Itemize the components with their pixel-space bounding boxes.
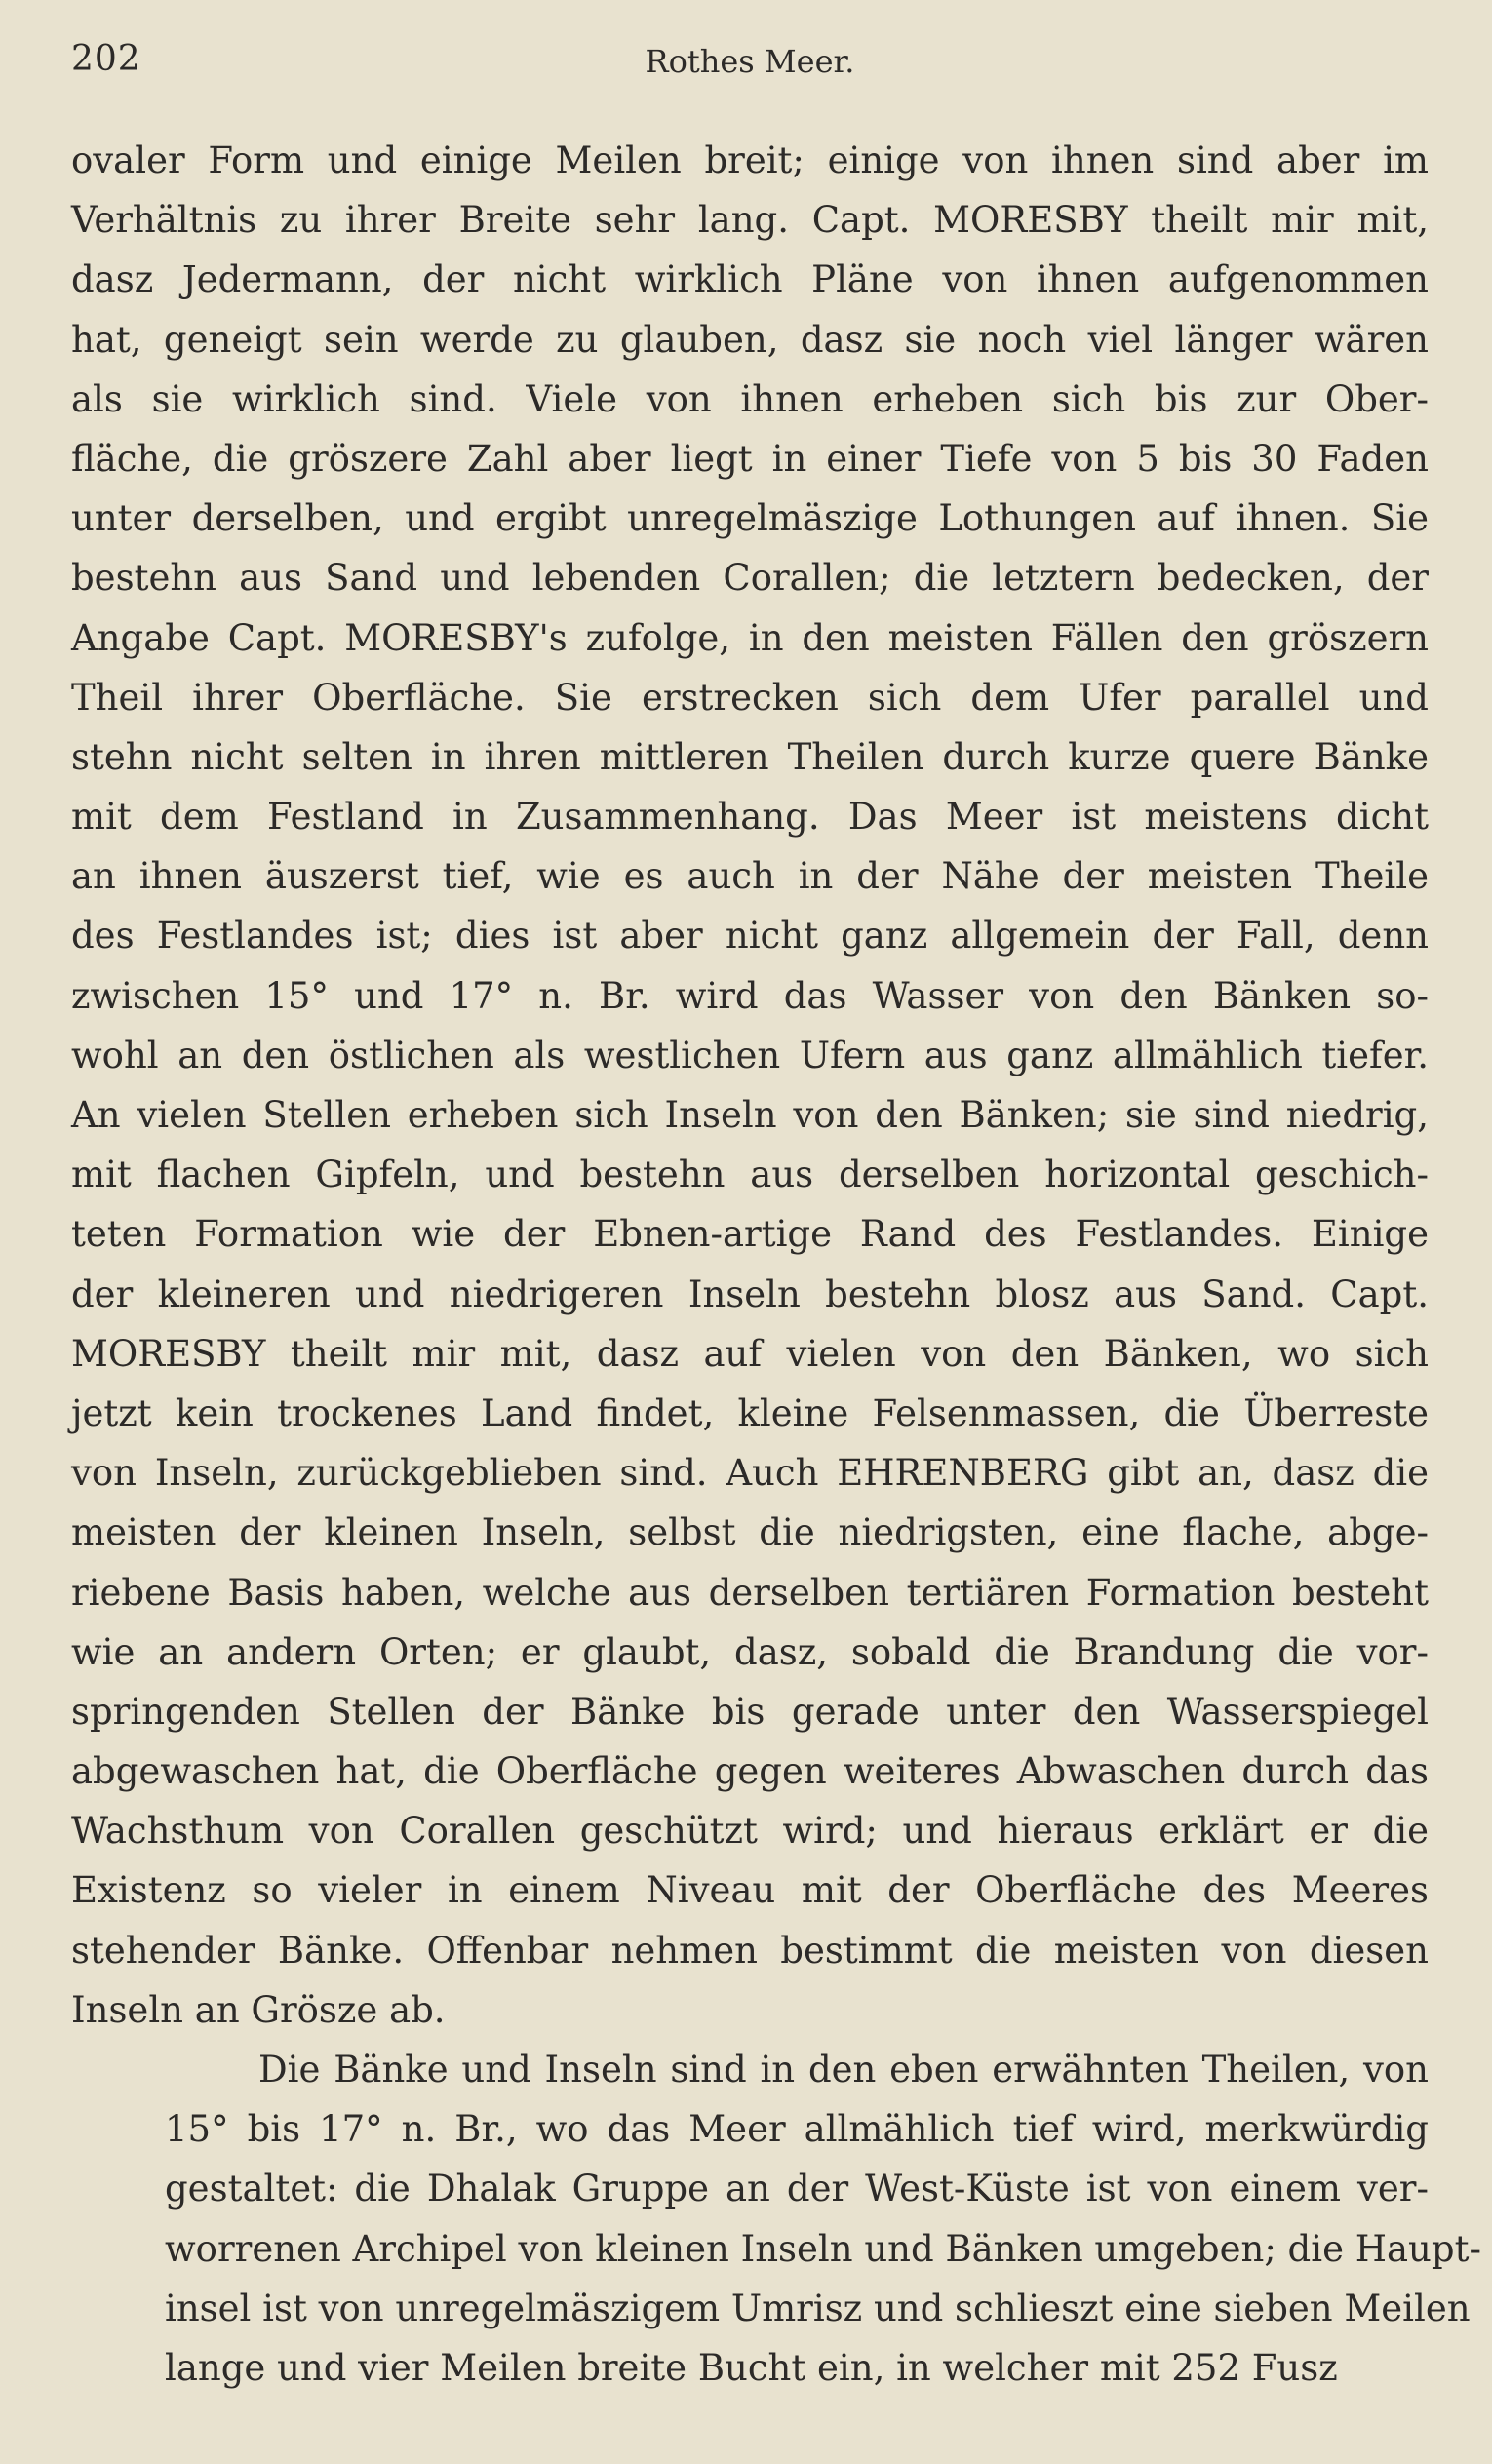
text-line: lange und vier Meilen breite Bucht ein, in welcher mit 252 Fusz (165, 2346, 1338, 2389)
text-line: hat, geneigt sein werde zu glauben, dasz sie noch viel länger wären (71, 318, 1429, 361)
text-line: stehn nicht selten in ihren mittleren Theilen durch kurze quere Bänke (71, 735, 1429, 778)
text-line: der kleineren und niedrigeren Inseln bestehn blosz aus Sand. Capt. (71, 1272, 1429, 1315)
text-line: mit dem Festland in Zusammenhang. Das Meer ist meistens dicht (71, 796, 1429, 839)
text-line: teten Formation wie der Ebnen-artige Rand des Festlandes. Einige (71, 1213, 1429, 1256)
text-line: unter derselben, und ergibt unregelmäszige Lothungen auf ihnen. Sie (71, 497, 1429, 540)
text-line: riebene Basis haben, welche aus derselben tertiären Formation besteht (71, 1571, 1429, 1614)
text-line: mit flachen Gipfeln, und bestehn aus derselben horizontal geschich- (71, 1154, 1429, 1196)
text-line: wie an andern Orten; er glaubt, dasz, sobald die Brandung die vor- (71, 1630, 1429, 1673)
text-line: Theil ihrer Oberfläche. Sie erstrecken sich dem Ufer parallel und (71, 676, 1429, 719)
page-header (71, 39, 1429, 88)
text-line: Verhältnis zu ihrer Breite sehr lang. Capt. MORESBY theilt mir mit, (71, 199, 1429, 242)
text-line: an ihnen äuszerst tief, wie es auch in der Nähe der meisten Theile (71, 855, 1429, 898)
running-head: Rothes Meer. (645, 43, 855, 80)
text-line: ovaler Form und einige Meilen breit; einige von ihnen sind aber im (71, 139, 1429, 181)
text-line: des Festlandes ist; dies ist aber nicht ganz allgemein der Fall, denn (71, 915, 1429, 958)
text-line: fläche, die gröszere Zahl aber liegt in einer Tiefe von 5 bis 30 Faden (71, 437, 1429, 480)
text-line: Wachsthum von Corallen geschützt wird; und hieraus erklärt er die (71, 1810, 1429, 1853)
text-line: Die Bänke und Inseln sind in den eben erwähnten Theilen, von (258, 2049, 1429, 2091)
text-line: Angabe Capt. MORESBY's zufolge, in den meisten Fällen den gröszern (71, 616, 1429, 659)
text-line: zwischen 15° und 17° n. Br. wird das Wasser von den Bänken so- (71, 974, 1429, 1017)
text-line: von Inseln, zurückgeblieben sind. Auch EHRENBERG gibt an, dasz die (71, 1452, 1429, 1495)
text-line: wohl an den östlichen als westlichen Ufern aus ganz allmählich tiefer. (71, 1034, 1429, 1076)
text-line: meisten der kleinen Inseln, selbst die niedrigsten, eine flache, abge- (71, 1511, 1429, 1554)
page-number: 202 (71, 39, 141, 79)
text-line: MORESBY theilt mir mit, dasz auf vielen von den Bänken, wo sich (71, 1332, 1429, 1375)
text-line: An vielen Stellen erheben sich Inseln von den Bänken; sie sind niedrig, (71, 1094, 1429, 1136)
text-line: insel ist von unregelmäszigem Umrisz und schlieszt eine sieben Meilen (165, 2287, 1471, 2329)
text-line: Inseln an Grösze ab. (71, 1988, 446, 2031)
text-line: Existenz so vieler in einem Niveau mit der Oberfläche des Meeres (71, 1869, 1429, 1912)
text-line: 15° bis 17° n. Br., wo das Meer allmählich tief wird, merkwürdig (165, 2108, 1429, 2151)
text-line: gestaltet: die Dhalak Gruppe an der West-Küste ist von einem ver- (165, 2168, 1429, 2210)
body-text (71, 131, 1481, 2398)
text-line: dasz Jedermann, der nicht wirklich Pläne von ihnen aufgenommen (71, 258, 1429, 301)
text-line: als sie wirklich sind. Viele von ihnen erheben sich bis zur Ober- (71, 377, 1429, 420)
paragraph-2 (71, 2040, 1481, 2398)
text-line: jetzt kein trockenes Land findet, kleine Felsenmassen, die Überreste (71, 1391, 1429, 1434)
text-line: springenden Stellen der Bänke bis gerade unter den Wasserspiegel (71, 1690, 1429, 1733)
text-line: bestehn aus Sand und lebenden Corallen; die letztern bedecken, der (71, 557, 1429, 600)
paragraph-1 (71, 131, 1429, 2040)
text-line: stehender Bänke. Offenbar nehmen bestimmt die meisten von diesen (71, 1929, 1429, 1972)
text-line: worrenen Archipel von kleinen Inseln und Bänken umgeben; die Haupt- (165, 2227, 1481, 2270)
text-line: abgewaschen hat, die Oberfläche gegen weiteres Abwaschen durch das (71, 1750, 1429, 1793)
